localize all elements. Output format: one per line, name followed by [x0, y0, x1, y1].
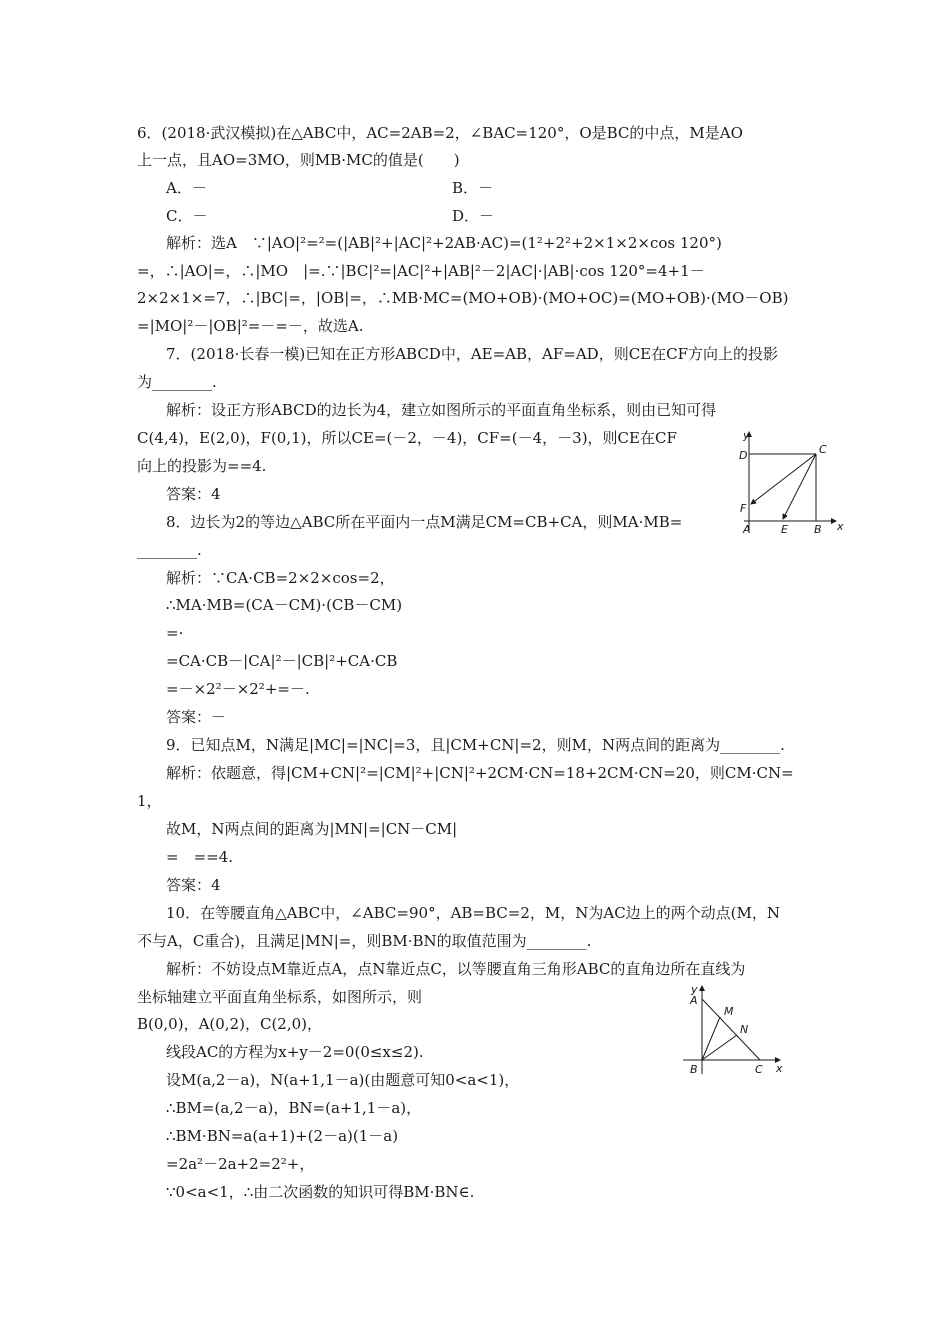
q10-solution-9: ∵0<a<1，∴由二次函数的知识可得BM·BN∈. [166, 1183, 475, 1201]
label-x: x [837, 520, 844, 533]
q9-solution-4: = ==4. [166, 848, 234, 866]
q7-line-1: 7．(2018·长春一模)已知在正方形ABCD中，AE=AB，AF=AD，则CE在CF方向上的投影 [166, 345, 779, 363]
q9-answer: 答案：4 [166, 876, 221, 894]
q10-line-1: 10．在等腰直角△ABC中，∠ABC=90°，AB=BC=2，M，N为AC边上的两个动点(M，N [166, 904, 781, 922]
q8-answer: 答案：－ [166, 708, 227, 726]
q6-solution-2: =，∴|AO|=，∴|MO |=.∵|BC|²=|AC|²+|AB|²－2|AC|·|AB|·cos 120°=4+1－ [137, 262, 705, 280]
label-x: x [776, 1062, 783, 1075]
q6-option-c: C．－ [166, 207, 208, 225]
q6-option-b: B．－ [452, 179, 494, 197]
q7-solution-3: 向上的投影为==4. [137, 457, 267, 475]
q8-solution-3: =· [166, 624, 184, 642]
label-y: y [691, 983, 698, 996]
q10-solution-6: ∴BM=(a,2－a)，BN=(a+1,1－a)， [166, 1099, 422, 1117]
q6-solution-3: 2×2×1×=7，∴|BC|=，|OB|=，∴MB·MC=(MO+OB)·(MO+OC)=(MO+OB)·(MO－OB) [137, 289, 789, 307]
q10-solution-5: 设M(a,2－a)，N(a+1,1－a)(由题意可知0<a<1)， [166, 1071, 520, 1089]
q10-solution-4: 线段AC的方程为x+y－2=0(0≤x≤2). [166, 1043, 424, 1061]
label-b: B [690, 1063, 698, 1076]
q7-solution-2: C(4,4)，E(2,0)，F(0,1)，所以CE=(－2，－4)，CF=(－4，－3)，则CE在CF [137, 429, 677, 447]
label-c: C [755, 1063, 763, 1076]
label-c: C [819, 443, 827, 456]
q10-solution-7: ∴BM·BN=a(a+1)+(2－a)(1－a) [166, 1127, 399, 1145]
label-a: A [690, 994, 698, 1007]
q8-line-1: 8．边长为2的等边△ABC所在平面内一点M满足CM=CB+CA，则MA·MB= [166, 513, 683, 531]
q10-solution-1: 解析：不妨设点M靠近点A，点N靠近点C，以等腰直角三角形ABC的直角边所在直线为 [166, 960, 746, 978]
label-d: D [739, 449, 748, 462]
label-m: M [724, 1005, 734, 1018]
q8-solution-1: 解析：∵CA·CB=2×2×cos=2， [166, 569, 395, 587]
q9-solution-1: 解析：依题意，得|CM+CN|²=|CM|²+|CN|²+2CM·CN=18+2CM·CN=20，则CM·CN= [166, 764, 794, 782]
q6-option-a: A．－ [166, 179, 207, 197]
q9-solution-2: 1， [137, 792, 162, 810]
q7-answer: 答案：4 [166, 485, 221, 503]
label-n: N [740, 1023, 749, 1036]
q9-solution-3: 故M，N两点间的距离为|MN|=|CN－CM| [166, 820, 458, 838]
triangle-figure [680, 982, 790, 1078]
q6-option-d: D．－ [452, 207, 495, 225]
q9-line-1: 9．已知点M，N满足|MC|=|NC|=3，且|CM+CN|=2，则M，N两点间的距离为________. [166, 736, 785, 754]
q8-solution-5: =－×2²－×2²+=－. [166, 680, 310, 698]
q6-line-1: 6．(2018·武汉模拟)在△ABC中，AC=2AB=2，∠BAC=120°，O是BC的中点，M是AO [137, 124, 743, 142]
label-y: y [743, 429, 750, 442]
q6-solution-1: 解析：选A ∵|AO|²=²=(|AB|²+|AC|²+2AB·AC)=(1²+2²+2×1×2×cos 120°) [166, 234, 722, 252]
q10-line-2: 不与A，C重合)，且满足|MN|=，则BM·BN的取值范围为________. [137, 932, 592, 950]
q10-solution-3: B(0,0)，A(0,2)，C(2,0)， [137, 1015, 323, 1033]
q7-solution-1: 解析：设正方形ABCD的边长为4，建立如图所示的平面直角坐标系，则由已知可得 [166, 401, 717, 419]
q7-line-2: 为________. [137, 373, 217, 391]
q8-solution-4: =CA·CB－|CA|²－|CB|²+CA·CB [166, 652, 398, 670]
label-f: F [740, 502, 747, 515]
q10-solution-2: 坐标轴建立平面直角坐标系，如图所示，则 [137, 988, 423, 1006]
label-e: E [781, 523, 788, 536]
q10-solution-8: =2a²－2a+2=2²+， [166, 1155, 315, 1173]
q6-solution-4: =|MO|²－|OB|²=－=－，故选A. [137, 317, 364, 335]
vector-cf [751, 454, 816, 504]
q6-line-2: 上一点，且AO=3MO，则MB·MC的值是( ) [137, 151, 460, 169]
q8-line-2: ________. [137, 541, 202, 559]
square-figure [736, 426, 846, 538]
vector-ce [783, 454, 816, 519]
label-b: B [814, 523, 822, 536]
q8-solution-2: ∴MA·MB=(CA－CM)·(CB－CM) [166, 596, 403, 614]
label-a: A [743, 523, 751, 536]
